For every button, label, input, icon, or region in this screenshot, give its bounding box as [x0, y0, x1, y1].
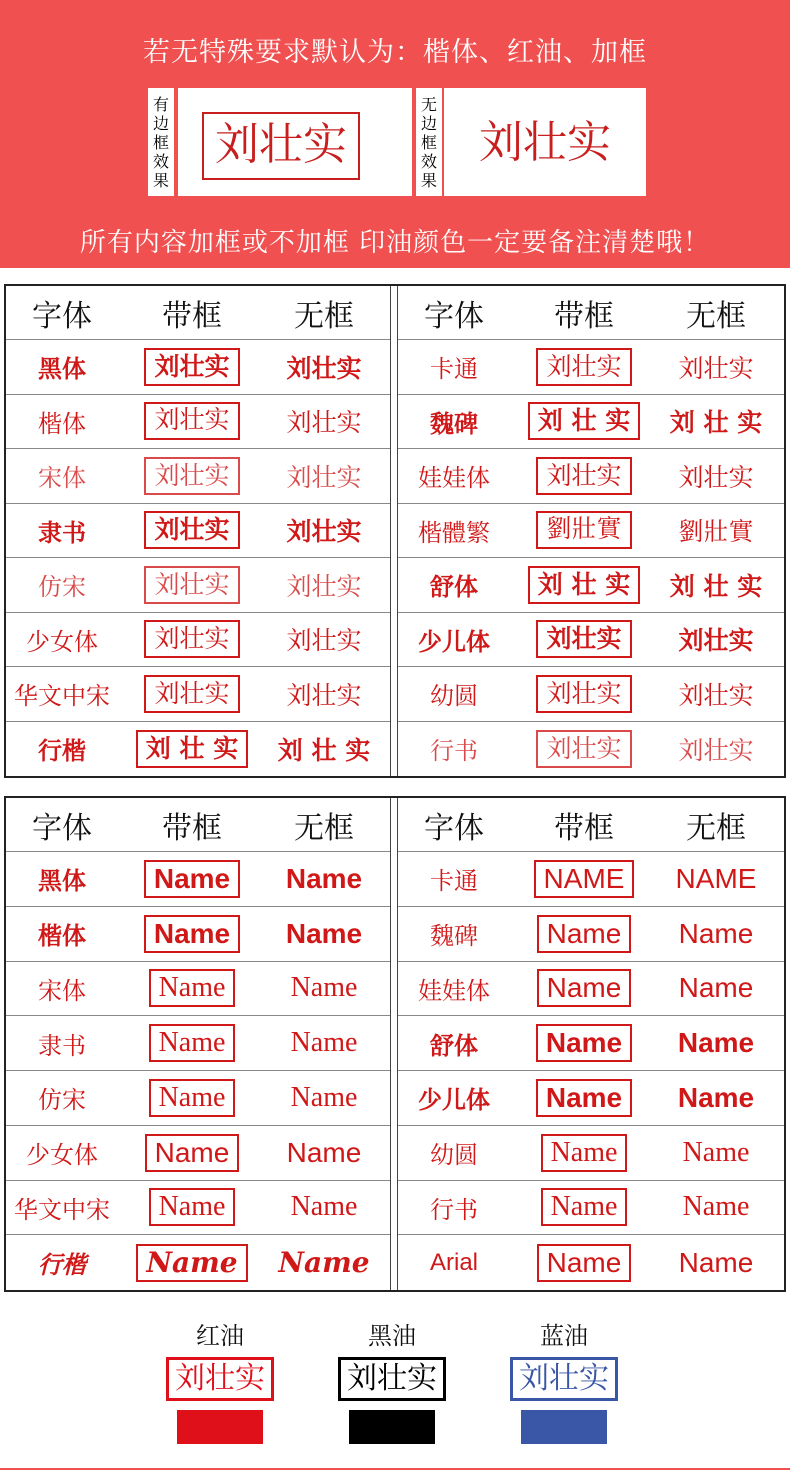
- table-row: [6, 667, 390, 722]
- framed-sample: Name: [149, 1079, 236, 1117]
- unframed-sample: 刘壮实: [286, 410, 362, 438]
- unframed-sample: 刘壮实: [479, 117, 611, 168]
- framed-sample: Name: [537, 915, 632, 953]
- font-name: 幼圆: [430, 1143, 478, 1170]
- unframed-sample: 刘壮实: [286, 353, 362, 383]
- header-framed: 带框: [162, 810, 222, 846]
- table-row: [398, 395, 784, 450]
- framed-sample-cell: [510, 962, 658, 1016]
- framed-sample-cell: [118, 667, 266, 721]
- font-name: 少儿体: [418, 1086, 490, 1115]
- framed-sample-cell: [118, 504, 266, 558]
- framed-sample: 刘 壮 实: [528, 566, 640, 604]
- framed-sample: 刘壮实: [536, 457, 631, 495]
- framed-sample: 刘壮实: [536, 348, 631, 386]
- font-name: 宋体: [38, 978, 86, 1005]
- table-row: [6, 504, 390, 559]
- header-font: 字体: [424, 810, 484, 846]
- table-row: [6, 340, 390, 395]
- table-row: [398, 1235, 784, 1290]
- header-framed: 带框: [162, 298, 222, 334]
- framed-sample-cell: [118, 852, 266, 906]
- unframed-sample: Name: [286, 1136, 362, 1168]
- font-name: 华文中宋: [14, 1197, 110, 1224]
- framed-sample-cell: [510, 1071, 658, 1125]
- framed-sample: Name: [144, 915, 240, 953]
- header-font: 字体: [424, 298, 484, 334]
- table-row: [398, 962, 784, 1017]
- unframed-sample: Name: [678, 917, 754, 949]
- table-center-divider: [390, 286, 398, 776]
- unframed-sample: 刘 壮 实: [669, 408, 763, 438]
- unframed-sample: Name: [682, 1191, 750, 1223]
- framed-sample: Name: [541, 1134, 628, 1172]
- font-name: 少女体: [26, 627, 98, 656]
- ink-swatch: [521, 1410, 607, 1444]
- ink-swatch: [177, 1410, 263, 1444]
- table-row: [6, 1181, 390, 1236]
- unframed-sample: Name: [290, 1191, 358, 1223]
- table-right-half: [398, 798, 784, 1290]
- font-name: 魏碑: [430, 409, 478, 438]
- framed-sample-cell: [118, 449, 266, 503]
- framed-sample: 刘壮实: [144, 566, 239, 604]
- table-header-row: [6, 286, 390, 340]
- font-name: 魏碑: [430, 922, 478, 951]
- font-name: 楷體繁: [418, 520, 490, 547]
- chinese-font-table: [4, 284, 786, 778]
- unframed-sample: 劉壯實: [678, 519, 754, 547]
- unframed-sample: 刘壮实: [286, 571, 362, 601]
- banner-note: 所有内容加框或不加框 印油颜色一定要备注清楚哦！: [79, 228, 711, 258]
- table-row: [398, 340, 784, 395]
- table-row: [398, 907, 784, 962]
- font-name: 行楷: [38, 737, 86, 766]
- font-name: 幼圆: [430, 682, 478, 711]
- font-name: 舒体: [430, 1031, 478, 1060]
- framed-sample: Name: [145, 1134, 240, 1172]
- table-row: [398, 1181, 784, 1236]
- framed-sample: Name: [136, 1244, 247, 1282]
- border-demo: [148, 88, 646, 196]
- framed-sample: 劉壯實: [536, 511, 631, 549]
- framed-sample-cell: [510, 449, 658, 503]
- font-name: 行书: [430, 737, 478, 766]
- framed-sample: Name: [149, 1024, 236, 1062]
- font-name: 卡通: [430, 867, 478, 896]
- ink-swatch: [349, 1410, 435, 1444]
- font-name: 娃娃体: [418, 464, 490, 493]
- framed-sample: Name: [536, 1079, 632, 1117]
- framed-sample-cell: [510, 1016, 658, 1070]
- unframed-sample: NAME: [675, 862, 757, 894]
- font-name: 黑体: [38, 867, 86, 896]
- framed-sample-cell: [510, 395, 658, 449]
- ink-sample: 刘壮实: [166, 1357, 274, 1401]
- framed-sample: Name: [149, 1188, 236, 1226]
- header-font: 字体: [32, 810, 92, 846]
- unframed-sample: Name: [677, 1027, 755, 1059]
- unframed-sample: 刘壮实: [678, 462, 754, 492]
- framed-sample-cell: [118, 558, 266, 612]
- font-name: 宋体: [38, 464, 86, 493]
- unframed-sample: 刘壮实: [286, 517, 362, 547]
- font-name: 仿宋: [38, 573, 86, 602]
- unframed-sample: Name: [285, 862, 363, 894]
- unframed-sample: 刘壮实: [286, 626, 362, 656]
- framed-sample-cell: [118, 340, 266, 394]
- table-row: [6, 449, 390, 504]
- unframed-label: 无 边 框 效 果: [416, 88, 442, 196]
- framed-sample: Name: [537, 1244, 632, 1282]
- font-name: 行楷: [38, 1250, 86, 1280]
- table-row: [6, 1071, 390, 1126]
- unframed-sample: Name: [677, 1081, 755, 1113]
- framed-sample: NAME: [534, 860, 635, 898]
- unframed-sample: 刘壮实: [678, 680, 754, 710]
- table-row: [398, 1071, 784, 1126]
- framed-label: 有 边 框 效 果: [148, 88, 174, 196]
- table-left-half: [6, 798, 390, 1290]
- framed-sample-cell: [118, 1071, 266, 1125]
- framed-sample: 刘壮实: [536, 620, 631, 658]
- unframed-sample: Name: [682, 1136, 750, 1168]
- font-name: 舒体: [430, 573, 478, 602]
- unframed-sample: Name: [290, 1027, 358, 1059]
- font-name: 隶书: [38, 518, 86, 547]
- table-left-half: [6, 286, 390, 776]
- framed-sample-cell: [510, 504, 658, 558]
- font-name: Arial: [429, 1248, 478, 1276]
- framed-sample: 刘壮实: [144, 348, 239, 386]
- table-row: [398, 449, 784, 504]
- framed-sample-cell: [118, 613, 266, 667]
- table-row: [6, 962, 390, 1017]
- framed-sample-cell: [118, 907, 266, 961]
- ink-color-section: [0, 1300, 790, 1472]
- framed-sample: Name: [149, 969, 236, 1007]
- header-framed: 带框: [554, 298, 614, 334]
- header-framed: 带框: [554, 810, 614, 846]
- framed-sample-cell: [118, 1016, 266, 1070]
- framed-sample-cell: [510, 907, 658, 961]
- table-row: [6, 722, 390, 777]
- framed-sample-cell: [510, 667, 658, 721]
- unframed-sample: 刘壮实: [678, 626, 754, 656]
- table-right-half: [398, 286, 784, 776]
- framed-sample: Name: [144, 860, 240, 898]
- table-row: [398, 504, 784, 559]
- framed-sample: Name: [541, 1188, 628, 1226]
- table-row: [398, 613, 784, 668]
- header-unframed: 无框: [686, 810, 746, 846]
- framed-sample: 刘壮实: [144, 511, 239, 549]
- framed-sample-cell: [510, 1181, 658, 1235]
- framed-sample-cell: [510, 852, 658, 906]
- framed-sample-cell: [118, 395, 266, 449]
- top-banner: [0, 0, 790, 268]
- framed-sample-cell: [510, 1126, 658, 1180]
- framed-sample: 刘壮实: [536, 675, 631, 713]
- framed-sample-cell: [510, 340, 658, 394]
- ink-label: 红油: [196, 1322, 244, 1350]
- table-row: [6, 613, 390, 668]
- table-row: [398, 722, 784, 777]
- table-row: [6, 1126, 390, 1181]
- unframed-sample: Name: [290, 1081, 358, 1113]
- font-name: 楷体: [38, 922, 86, 951]
- font-name: 黑体: [38, 355, 86, 384]
- table-row: [6, 1016, 390, 1071]
- font-name: 华文中宋: [14, 682, 110, 711]
- table-row: [6, 395, 390, 450]
- framed-panel: [178, 88, 412, 196]
- framed-sample: 刘 壮 实: [528, 402, 640, 440]
- table-header-row: [6, 798, 390, 852]
- unframed-sample: 刘 壮 实: [277, 735, 371, 765]
- banner-title: 若无特殊要求默认为：楷体、红油、加框: [143, 37, 647, 68]
- framed-sample: 刘壮实: [144, 620, 239, 658]
- font-name: 行书: [430, 1197, 478, 1224]
- framed-sample: Name: [536, 1024, 632, 1062]
- table-row: [6, 1235, 390, 1290]
- framed-sample-cell: [510, 558, 658, 612]
- table-row: [398, 1016, 784, 1071]
- font-name: 卡通: [430, 355, 478, 384]
- font-name: 娃娃体: [418, 976, 490, 1005]
- framed-sample-cell: [118, 1235, 266, 1290]
- font-name: 仿宋: [38, 1088, 86, 1115]
- bottom-rule: [0, 1468, 790, 1470]
- framed-sample-cell: [510, 1235, 658, 1290]
- table-header-row: [398, 798, 784, 852]
- framed-sample: 刘 壮 实: [136, 730, 248, 768]
- font-name: 少女体: [26, 1141, 98, 1170]
- table-row: [6, 907, 390, 962]
- framed-sample: 刘壮实: [144, 675, 239, 713]
- header-unframed: 无框: [294, 810, 354, 846]
- unframed-sample: Name: [678, 972, 754, 1004]
- framed-sample-cell: [118, 1181, 266, 1235]
- unframed-sample: Name: [285, 917, 363, 949]
- framed-sample: 刘壮实: [536, 730, 631, 768]
- framed-sample: 刘壮实: [202, 112, 360, 180]
- font-name: 楷体: [38, 411, 86, 438]
- ink-label: 蓝油: [540, 1322, 588, 1350]
- ink-black: [292, 1300, 492, 1401]
- framed-sample-cell: [118, 1126, 266, 1180]
- header-unframed: 无框: [294, 298, 354, 334]
- unframed-sample: Name: [278, 1246, 370, 1280]
- table-center-divider: [390, 798, 398, 1290]
- ink-sample: 刘壮实: [338, 1357, 446, 1401]
- font-name: 少儿体: [418, 627, 490, 656]
- framed-sample-cell: [118, 722, 266, 777]
- framed-sample: 刘壮实: [144, 402, 239, 440]
- header-font: 字体: [32, 298, 92, 334]
- table-row: [398, 667, 784, 722]
- table-row: [398, 558, 784, 613]
- font-name: 隶书: [38, 1033, 86, 1060]
- unframed-sample: Name: [678, 1246, 754, 1278]
- framed-sample: Name: [537, 969, 632, 1007]
- ink-blue: [464, 1300, 664, 1401]
- table-row: [6, 852, 390, 907]
- unframed-sample: 刘壮实: [678, 735, 754, 765]
- framed-sample-cell: [510, 722, 658, 777]
- table-header-row: [398, 286, 784, 340]
- framed-sample: 刘壮实: [144, 457, 239, 495]
- ink-red: [120, 1300, 320, 1401]
- unframed-sample: Name: [290, 972, 358, 1004]
- latin-font-table: [4, 796, 786, 1292]
- table-row: [398, 852, 784, 907]
- header-unframed: 无框: [686, 298, 746, 334]
- unframed-sample: 刘壮实: [286, 462, 362, 492]
- ink-label: 黑油: [368, 1322, 416, 1350]
- unframed-sample: 刘壮实: [286, 680, 362, 710]
- framed-sample-cell: [118, 962, 266, 1016]
- unframed-panel: [444, 88, 646, 196]
- unframed-sample: 刘 壮 实: [669, 571, 763, 601]
- unframed-sample: 刘壮实: [678, 353, 754, 383]
- table-row: [398, 1126, 784, 1181]
- ink-sample: 刘壮实: [510, 1357, 618, 1401]
- table-row: [6, 558, 390, 613]
- framed-sample-cell: [510, 613, 658, 667]
